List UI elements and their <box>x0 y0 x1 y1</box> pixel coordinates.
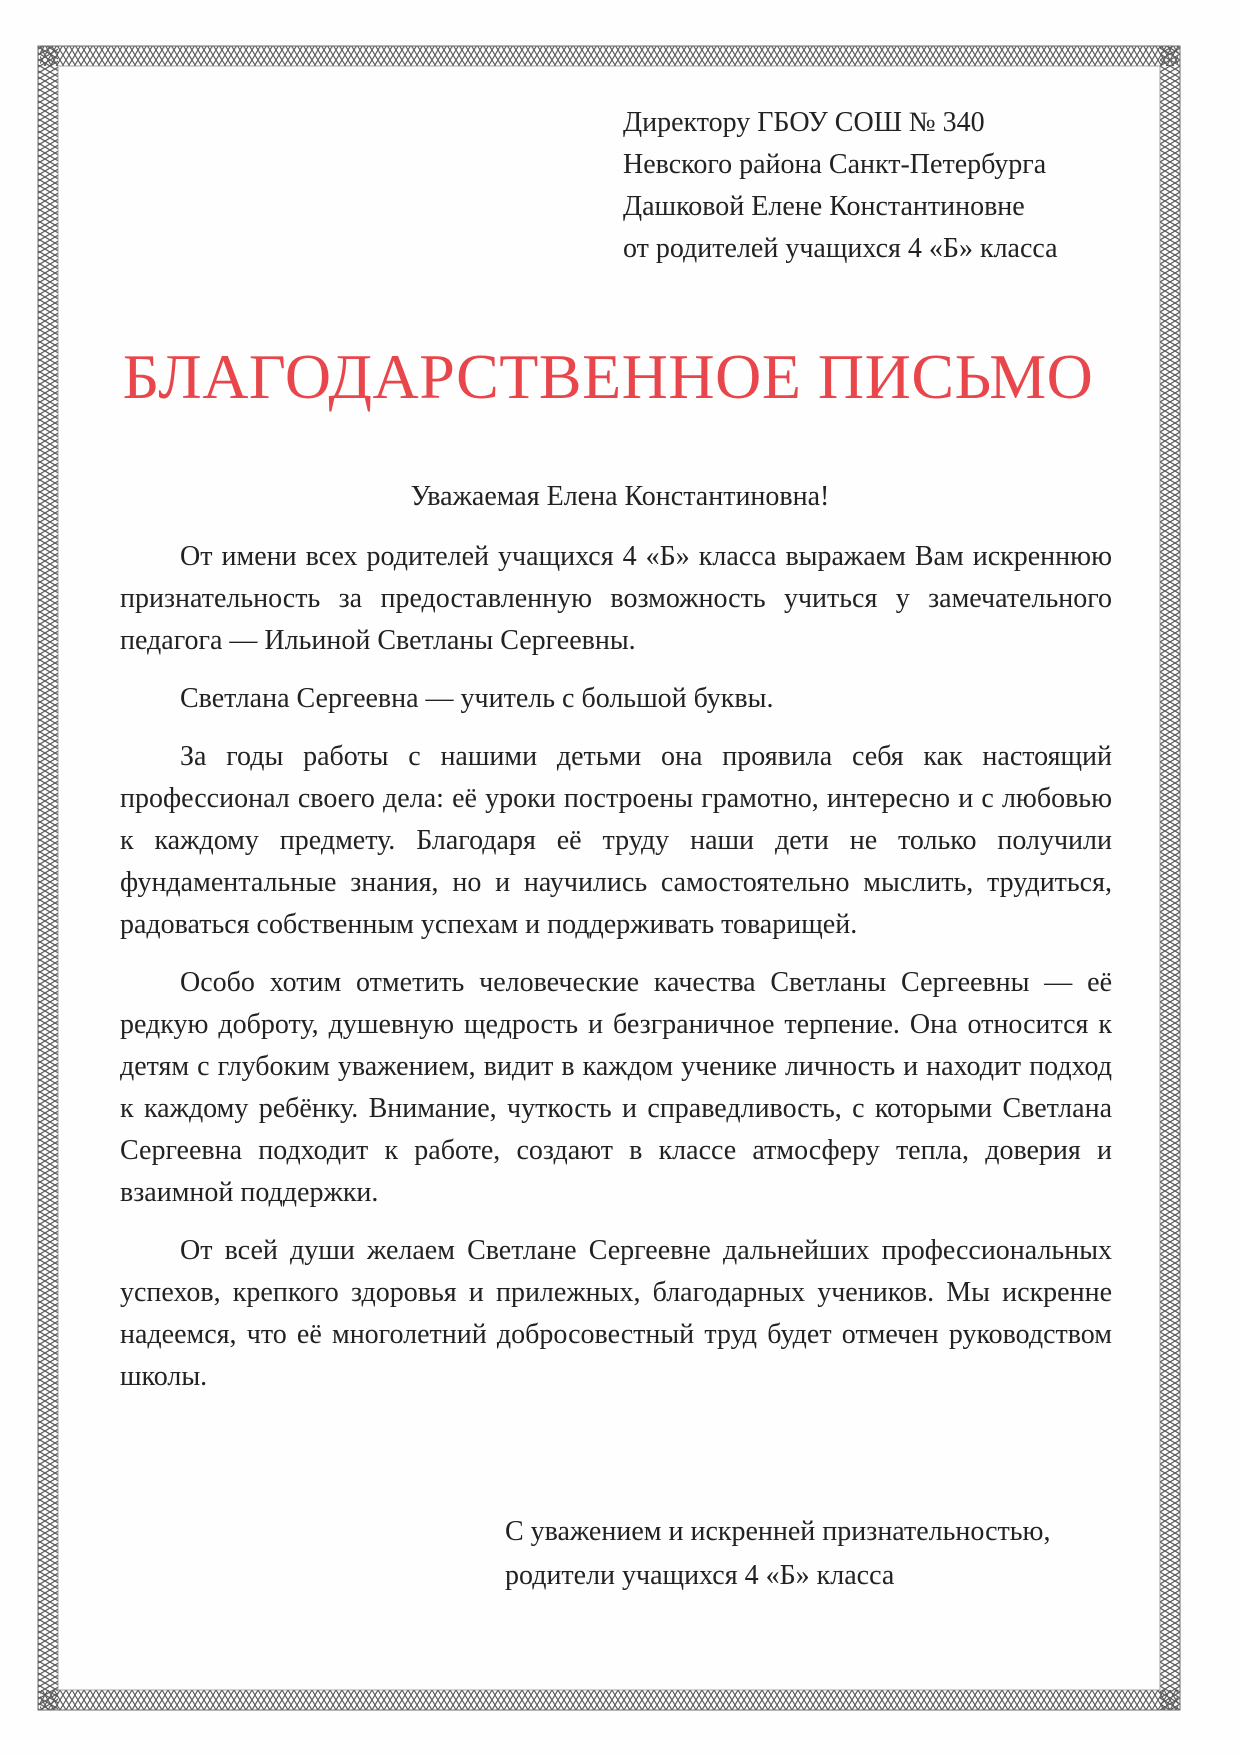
body-paragraph: За годы работы с нашими детьми она проявила себя как настоящий профессионал своего дела: её уроки построены грамотно, интересно и с любовью к каждому предмету. Благодаря её труду наши дети не только получили фундаментальные знания, но и научились самостоятельно мыслить, трудиться, радоваться собственным успехам и поддерживать товарищей. <box>120 741 1112 940</box>
closing-signature <box>505 1510 1050 1598</box>
address-line: Директору ГБОУ СОШ № 340 <box>623 107 985 138</box>
body-paragraph: От имени всех родителей учащихся 4 «Б» класса выражаем Вам искреннюю признательность за предоставленную возможность учиться у замечательного педагога — Ильиной Светланы Сергеевны. <box>120 541 1112 656</box>
body-paragraph: От всей души желаем Светлане Сергеевне дальнейших профессиональных успехов, крепкого здоровья и прилежных, благодарных учеников. Мы искренне надеемся, что её многолетний добросовестный труд будет отмечен руководством школы. <box>120 1235 1112 1392</box>
document-title: БЛАГОДАРСТВЕННОЕ ПИСЬМО <box>122 341 1094 412</box>
salutation: Уважаемая Елена Константиновна! <box>410 481 830 512</box>
body-paragraph: Особо хотим отметить человеческие качества Светланы Сергеевны — её редкую доброту, душевную щедрость и безграничное терпение. Она относится к детям с глубоким уважением, видит в каждом ученике личность и находит подход к каждому ребёнку. Внимание, чуткость и справедливость, с которыми Светлана Сергеевна подходит к работе, создают в классе атмосферу тепла, доверия и взаимной поддержки. <box>120 967 1112 1208</box>
address-line: Дашковой Елене Константиновне <box>623 191 1025 222</box>
closing-line: С уважением и искренней признательностью, <box>505 1516 1051 1547</box>
body-paragraph: Светлана Сергеевна — учитель с большой буквы. <box>180 683 774 714</box>
document-title-container <box>0 340 1240 414</box>
letter-body <box>120 536 1112 1414</box>
recipient-address <box>623 102 1058 270</box>
address-line: Невского района Санкт-Петербурга <box>623 149 1047 180</box>
address-line: от родителей учащихся 4 «Б» класса <box>623 233 1058 264</box>
closing-line: родители учащихся 4 «Б» класса <box>505 1560 895 1591</box>
